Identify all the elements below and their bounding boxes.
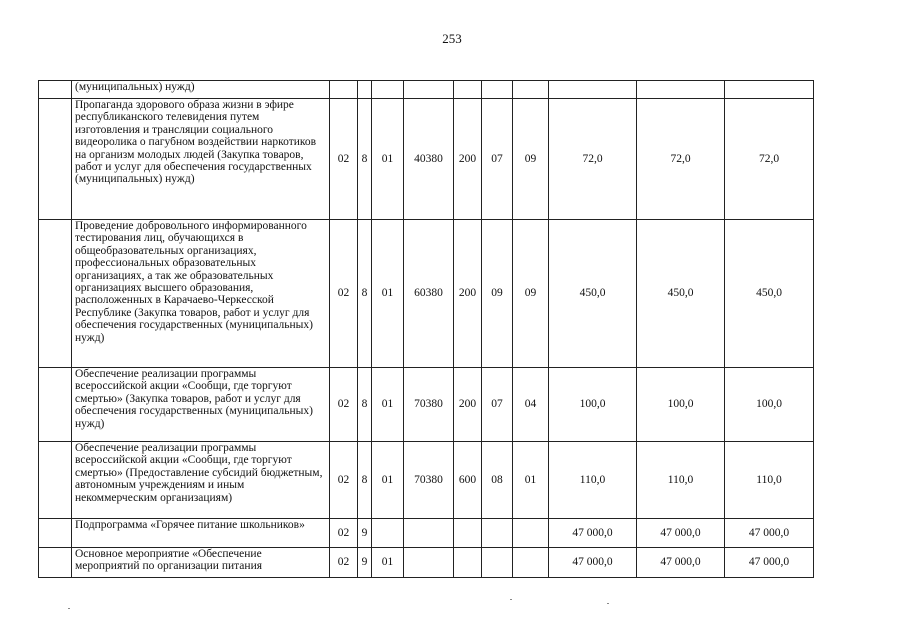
code-cell-3: 01 xyxy=(372,548,404,578)
code-cell-2: 8 xyxy=(358,99,372,220)
page-number: 253 xyxy=(442,31,462,46)
code-cell-1: 02 xyxy=(330,368,358,442)
index-cell xyxy=(39,368,72,442)
code-cell-5: 600 xyxy=(454,442,482,519)
code-cell-5 xyxy=(454,519,482,548)
index-cell xyxy=(39,99,72,220)
description-cell: Проведение добровольного информированного тестирования лиц, обучающихся в общеобразовательных организациях, профессиональных образовательных организациях, а так же образовательных организациях высшего образования, расположенных в Карачаево-Черкесской Республике (Закупка товаров, работ и услуг для обеспечения государственных (муниципальных) нужд) xyxy=(72,220,330,368)
amount-cell-1: 110,0 xyxy=(549,442,637,519)
code-cell-3: 01 xyxy=(372,220,404,368)
code-cell-2: 8 xyxy=(358,368,372,442)
code-cell-6: 08 xyxy=(482,442,513,519)
amount-cell-1: 100,0 xyxy=(549,368,637,442)
code-cell-2: 8 xyxy=(358,442,372,519)
code-cell-5: 200 xyxy=(454,99,482,220)
code-cell-4: 40380 xyxy=(404,99,454,220)
code-cell-6 xyxy=(482,548,513,578)
code-cell-1: 02 xyxy=(330,548,358,578)
table-row xyxy=(39,81,814,99)
amount-cell-3: 450,0 xyxy=(725,220,814,368)
code-cell-5 xyxy=(454,548,482,578)
amount-cell-2: 100,0 xyxy=(637,368,725,442)
scan-speck xyxy=(510,599,512,600)
code-cell-3: 01 xyxy=(372,99,404,220)
amount-cell-3: 47 000,0 xyxy=(725,548,814,578)
amount-cell-2: 47 000,0 xyxy=(637,519,725,548)
code-cell-6: 09 xyxy=(482,220,513,368)
amount-cell-2: 47 000,0 xyxy=(637,548,725,578)
amount-cell-2: 110,0 xyxy=(637,442,725,519)
amount-cell-2: 450,0 xyxy=(637,220,725,368)
index-cell xyxy=(39,519,72,548)
code-cell-6: 07 xyxy=(482,99,513,220)
amount-cell-1: 47 000,0 xyxy=(549,519,637,548)
code-cell-2: 9 xyxy=(358,519,372,548)
table-row xyxy=(39,519,814,548)
code-cell-4: 70380 xyxy=(404,368,454,442)
description-cell: Основное мероприятие «Обеспечение мероприятий по организации питания xyxy=(72,548,330,578)
amount-cell-2 xyxy=(637,81,725,99)
amount-cell-2: 72,0 xyxy=(637,99,725,220)
code-cell-5 xyxy=(454,81,482,99)
code-cell-7: 04 xyxy=(513,368,549,442)
scan-speck xyxy=(68,608,70,609)
code-cell-4 xyxy=(404,81,454,99)
table-row xyxy=(39,220,814,368)
amount-cell-1: 47 000,0 xyxy=(549,548,637,578)
code-cell-1 xyxy=(330,81,358,99)
code-cell-7: 09 xyxy=(513,99,549,220)
table-row xyxy=(39,442,814,519)
code-cell-7 xyxy=(513,548,549,578)
code-cell-2: 9 xyxy=(358,548,372,578)
code-cell-4 xyxy=(404,519,454,548)
amount-cell-3: 100,0 xyxy=(725,368,814,442)
amount-cell-1: 72,0 xyxy=(549,99,637,220)
code-cell-7: 09 xyxy=(513,220,549,368)
code-cell-6 xyxy=(482,81,513,99)
index-cell xyxy=(39,548,72,578)
code-cell-3 xyxy=(372,519,404,548)
code-cell-4: 70380 xyxy=(404,442,454,519)
index-cell xyxy=(39,220,72,368)
table-row xyxy=(39,368,814,442)
budget-table xyxy=(38,80,814,578)
scan-speck xyxy=(607,603,609,604)
code-cell-1: 02 xyxy=(330,99,358,220)
code-cell-3: 01 xyxy=(372,368,404,442)
amount-cell-3: 47 000,0 xyxy=(725,519,814,548)
description-cell: Пропаганда здорового образа жизни в эфире республиканского телевидения путем изготовления и трансляции социального видеоролика о пагубном воздействии наркотиков на организм молодых людей (Закупка товаров, работ и услуг для обеспечения государственных (муниципальных) нужд) xyxy=(72,99,330,220)
index-cell xyxy=(39,81,72,99)
code-cell-7 xyxy=(513,81,549,99)
index-cell xyxy=(39,442,72,519)
amount-cell-3: 110,0 xyxy=(725,442,814,519)
table-row xyxy=(39,99,814,220)
description-cell: (муниципальных) нужд) xyxy=(72,81,330,99)
code-cell-1: 02 xyxy=(330,220,358,368)
code-cell-1: 02 xyxy=(330,519,358,548)
description-cell: Обеспечение реализации программы всероссийской акции «Сообщи, где торгуют смертью» (Предоставление субсидий бюджетным, автономным учреждениям и иным некоммерческим организациям) xyxy=(72,442,330,519)
code-cell-5: 200 xyxy=(454,220,482,368)
code-cell-4 xyxy=(404,548,454,578)
description-cell: Подпрограмма «Горячее питание школьников» xyxy=(72,519,330,548)
code-cell-2: 8 xyxy=(358,220,372,368)
code-cell-7: 01 xyxy=(513,442,549,519)
amount-cell-3: 72,0 xyxy=(725,99,814,220)
amount-cell-3 xyxy=(725,81,814,99)
description-cell: Обеспечение реализации программы всероссийской акции «Сообщи, где торгуют смертью» (Закупка товаров, работ и услуг для обеспечения государственных (муниципальных) нужд) xyxy=(72,368,330,442)
code-cell-6 xyxy=(482,519,513,548)
code-cell-7 xyxy=(513,519,549,548)
code-cell-3: 01 xyxy=(372,442,404,519)
code-cell-4: 60380 xyxy=(404,220,454,368)
code-cell-3 xyxy=(372,81,404,99)
code-cell-5: 200 xyxy=(454,368,482,442)
amount-cell-1: 450,0 xyxy=(549,220,637,368)
code-cell-6: 07 xyxy=(482,368,513,442)
code-cell-1: 02 xyxy=(330,442,358,519)
table-row xyxy=(39,548,814,578)
amount-cell-1 xyxy=(549,81,637,99)
code-cell-2 xyxy=(358,81,372,99)
